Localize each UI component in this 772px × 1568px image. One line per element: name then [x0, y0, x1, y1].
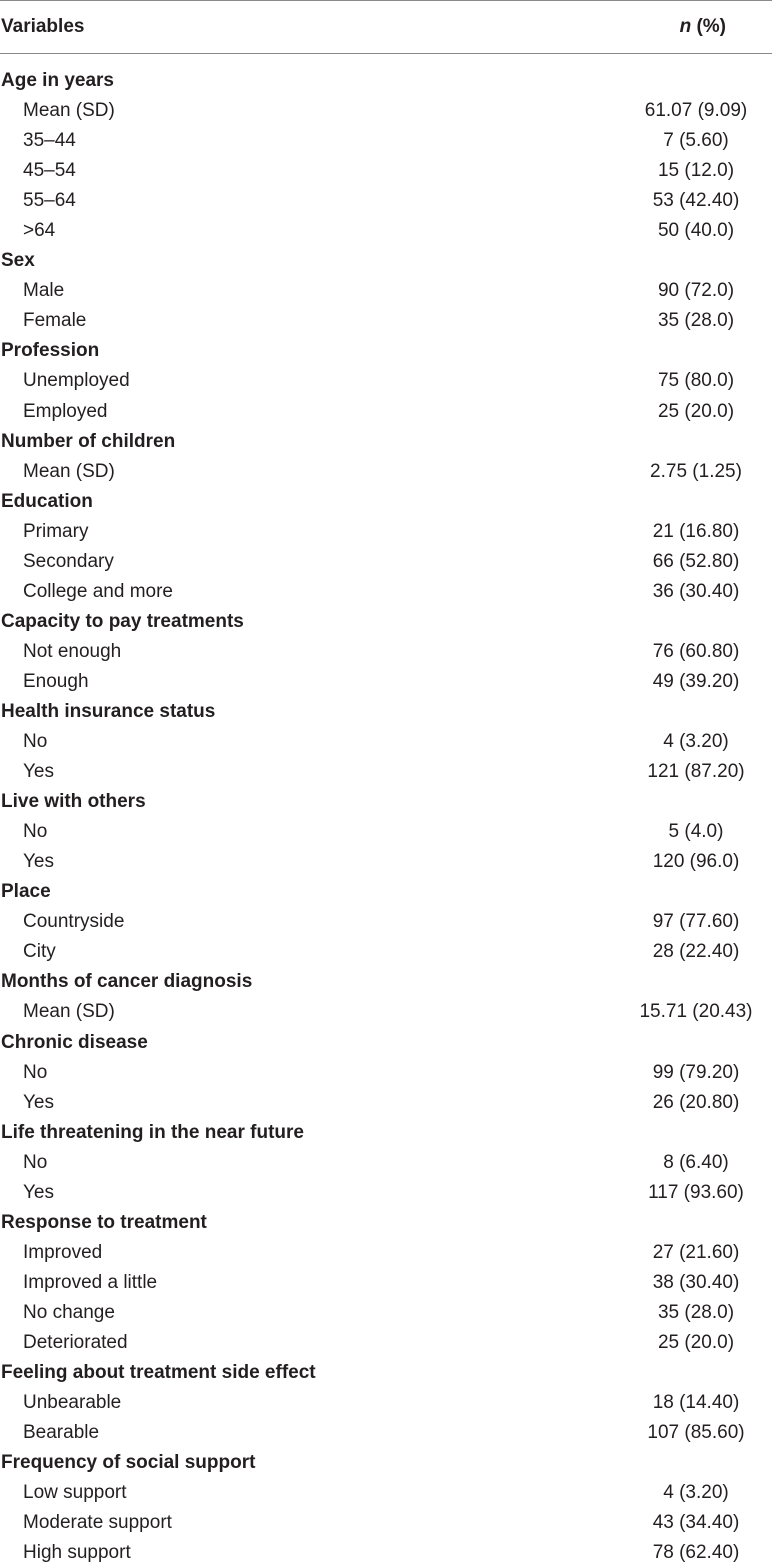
row-value: 4 (3.20)	[663, 731, 729, 753]
table-row	[0, 997, 772, 1027]
table-row	[0, 547, 772, 577]
row-value: 15 (12.0)	[657, 160, 735, 182]
row-value: 78 (62.40)	[652, 1542, 740, 1564]
table-row	[0, 1478, 772, 1508]
row-value: 35 (28.0)	[657, 1301, 735, 1323]
table-row	[0, 1268, 772, 1298]
row-value: 35 (28.0)	[657, 310, 735, 332]
group-label: Live with others	[1, 791, 146, 813]
row-label: No	[23, 821, 48, 843]
table-group-row	[0, 66, 772, 96]
row-value: 117 (93.60)	[648, 1181, 744, 1203]
row-label: Not enough	[23, 640, 122, 662]
table-group-row	[0, 787, 772, 817]
group-label: Number of children	[1, 430, 176, 452]
row-value: 25 (20.0)	[657, 1331, 735, 1353]
table-row	[0, 1058, 772, 1088]
table-row	[0, 907, 772, 937]
row-value: 27 (21.60)	[652, 1241, 740, 1263]
row-value: 28 (22.40)	[652, 941, 740, 963]
table-group-row	[0, 427, 772, 457]
row-value: 2.75 (1.25)	[650, 460, 742, 482]
table-row	[0, 517, 772, 547]
table-row	[0, 156, 772, 186]
row-label: Yes	[23, 761, 54, 783]
group-label: Profession	[1, 340, 100, 362]
row-value: 50 (40.0)	[657, 220, 735, 242]
table-row	[0, 276, 772, 306]
table-group-row	[0, 336, 772, 366]
table-row	[0, 1328, 772, 1358]
row-label: High support	[23, 1542, 131, 1564]
table-row	[0, 667, 772, 697]
table-group-row	[0, 877, 772, 907]
group-label: Chronic disease	[1, 1031, 148, 1053]
row-label: Countryside	[23, 911, 125, 933]
table-row	[0, 366, 772, 396]
row-label: Mean (SD)	[23, 460, 115, 482]
row-value: 75 (80.0)	[657, 370, 735, 392]
table-group-row	[0, 1448, 772, 1478]
table-row	[0, 216, 772, 246]
table-row	[0, 1088, 772, 1118]
row-label: No change	[23, 1301, 115, 1323]
group-label: Life threatening in the near future	[1, 1121, 304, 1143]
row-value: 4 (3.20)	[663, 1482, 729, 1504]
row-value: 38 (30.40)	[652, 1271, 740, 1293]
group-label: Months of cancer diagnosis	[1, 971, 253, 993]
row-value: 43 (34.40)	[652, 1512, 740, 1534]
table-row	[0, 1508, 772, 1538]
column-header-n: n	[679, 16, 692, 37]
table-row	[0, 637, 772, 667]
table-row	[0, 817, 772, 847]
row-label: Improved a little	[23, 1271, 158, 1293]
table-body	[0, 66, 772, 1568]
group-label: Capacity to pay treatments	[1, 610, 244, 632]
row-label: >64	[23, 220, 56, 242]
table-row	[0, 757, 772, 787]
table-row	[0, 126, 772, 156]
table-group-row	[0, 967, 772, 997]
row-value: 121 (87.20)	[647, 761, 745, 783]
table-group-row	[0, 1208, 772, 1238]
row-label: Deteriorated	[23, 1331, 128, 1353]
row-value: 7 (5.60)	[663, 130, 729, 152]
table-row	[0, 1298, 772, 1328]
table-row	[0, 1418, 772, 1448]
row-label: Bearable	[23, 1422, 100, 1444]
table-row	[0, 96, 772, 126]
row-label: Yes	[23, 1181, 54, 1203]
row-label: Yes	[23, 851, 54, 873]
table-group-row	[0, 1028, 772, 1058]
table-row	[0, 457, 772, 487]
row-value: 18 (14.40)	[652, 1392, 740, 1414]
row-value: 61.07 (9.09)	[644, 100, 748, 122]
row-label: 35–44	[23, 130, 76, 152]
row-value: 107 (85.60)	[647, 1422, 745, 1444]
table-header	[0, 1, 772, 53]
table-row	[0, 397, 772, 427]
row-value: 36 (30.40)	[652, 580, 740, 602]
table-group-row	[0, 1358, 772, 1388]
row-value: 53 (42.40)	[652, 190, 740, 212]
column-header-n-percent	[680, 1, 726, 53]
table-row	[0, 577, 772, 607]
row-label: Employed	[23, 400, 108, 422]
row-label: College and more	[23, 580, 173, 602]
table-row	[0, 306, 772, 336]
table-group-row	[0, 487, 772, 517]
row-label: Mean (SD)	[23, 100, 115, 122]
row-label: Female	[23, 310, 87, 332]
row-value: 66 (52.80)	[652, 550, 740, 572]
row-label: No	[23, 1061, 48, 1083]
table-row	[0, 186, 772, 216]
row-label: No	[23, 731, 48, 753]
row-label: Secondary	[23, 550, 114, 572]
row-label: Low support	[23, 1482, 127, 1504]
row-label: 55–64	[23, 190, 76, 212]
table-header-rule	[0, 53, 772, 54]
table-row	[0, 1178, 772, 1208]
table-row	[0, 1538, 772, 1568]
column-header-variables: Variables	[1, 16, 85, 37]
table-row	[0, 1148, 772, 1178]
row-label: No	[23, 1151, 48, 1173]
table-group-row	[0, 607, 772, 637]
row-value: 76 (60.80)	[652, 640, 740, 662]
group-label: Feeling about treatment side effect	[1, 1362, 316, 1384]
row-value: 49 (39.20)	[652, 670, 740, 692]
row-value: 120 (96.0)	[652, 851, 740, 873]
row-label: Enough	[23, 670, 89, 692]
row-label: Improved	[23, 1241, 103, 1263]
row-value: 90 (72.0)	[657, 280, 735, 302]
row-value: 21 (16.80)	[652, 520, 740, 542]
row-label: Mean (SD)	[23, 1001, 115, 1023]
row-label: Primary	[23, 520, 89, 542]
table-row	[0, 727, 772, 757]
group-label: Response to treatment	[1, 1211, 207, 1233]
table-group-row	[0, 1118, 772, 1148]
table-group-row	[0, 246, 772, 276]
row-label: Unemployed	[23, 370, 130, 392]
group-label: Sex	[1, 250, 35, 272]
column-header-percent: (%)	[691, 16, 726, 37]
group-label: Frequency of social support	[1, 1452, 256, 1474]
row-value: 97 (77.60)	[652, 911, 740, 933]
row-value: 25 (20.0)	[657, 400, 735, 422]
row-label: Male	[23, 280, 65, 302]
row-value: 5 (4.0)	[668, 821, 724, 843]
group-label: Age in years	[1, 70, 114, 91]
row-label: Moderate support	[23, 1512, 172, 1534]
row-value: 26 (20.80)	[652, 1091, 740, 1113]
group-label: Place	[1, 881, 51, 903]
table-row	[0, 1388, 772, 1418]
table-group-row	[0, 697, 772, 727]
table-row	[0, 937, 772, 967]
group-label: Education	[1, 490, 93, 512]
table-row	[0, 1238, 772, 1268]
row-label: 45–54	[23, 160, 76, 182]
row-label: Unbearable	[23, 1392, 122, 1414]
group-label: Health insurance status	[1, 700, 216, 722]
row-value: 15.71 (20.43)	[639, 1001, 753, 1023]
row-value: 8 (6.40)	[663, 1151, 729, 1173]
row-label: Yes	[23, 1091, 54, 1113]
row-value: 99 (79.20)	[652, 1061, 740, 1083]
table-row	[0, 847, 772, 877]
row-label: City	[23, 941, 56, 963]
